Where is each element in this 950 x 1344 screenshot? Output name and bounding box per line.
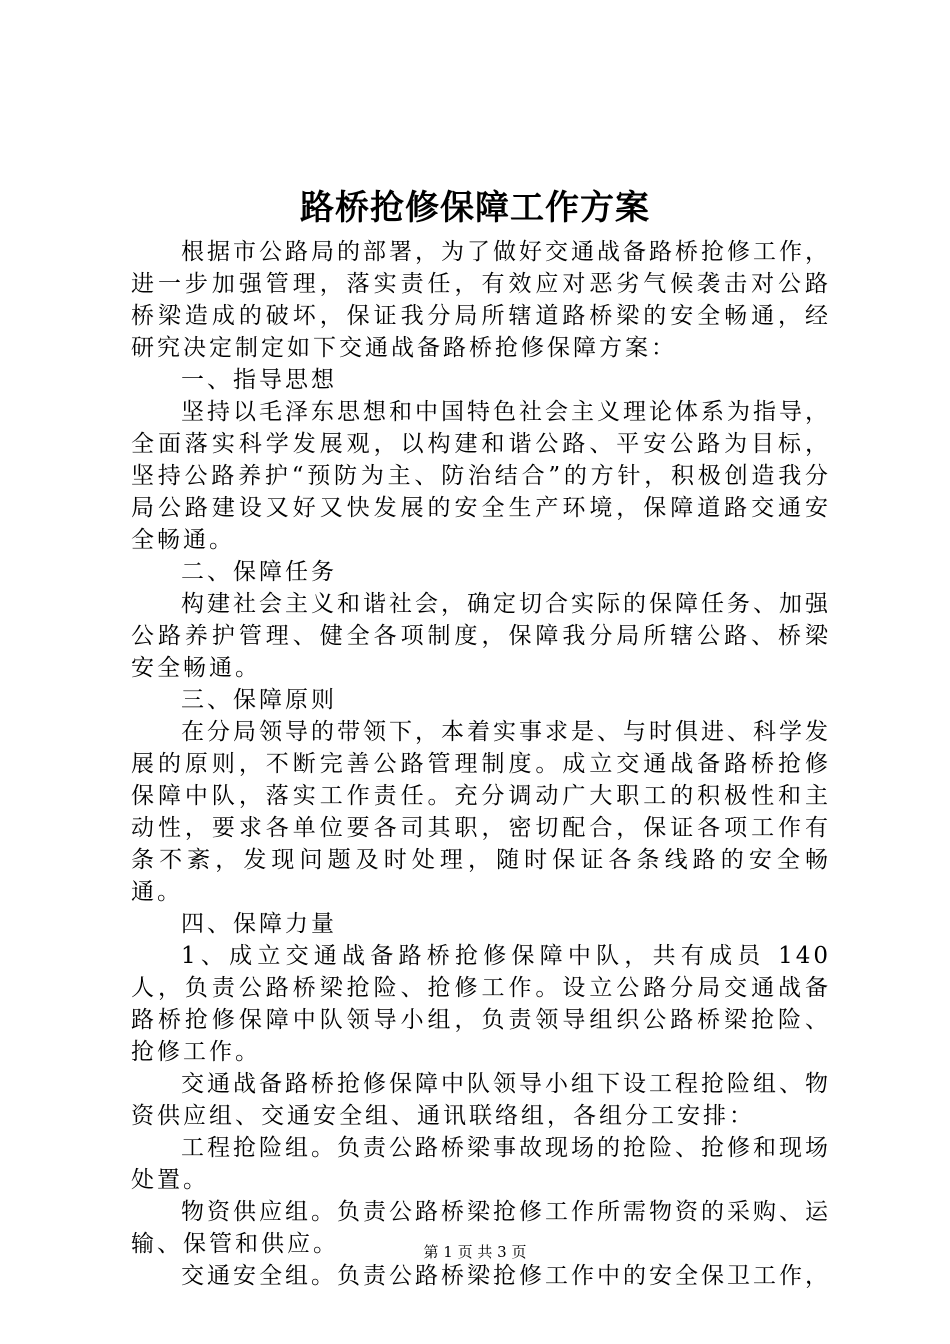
paragraph-engineering-group: 工程抢险组。负责公路桥梁事故现场的抢险、抢修和现场处置。 — [131, 1135, 831, 1193]
paragraph-forces-1: 1、成立交通战备路桥抢修保障中队，共有成员 140 人，负责公路桥梁抢险、抢修工作。设立公路分局交通战备路桥抢修保障中队领导小组，负责领导组织公路桥梁抢险、抢修工作。 — [131, 943, 831, 1065]
page-footer: 第 1 页 共 3 页 — [423, 1243, 527, 1261]
document-title: 路桥抢修保障工作方案 — [300, 188, 650, 228]
paragraph-supply-group: 物资供应组。负责公路桥梁抢修工作所需物资的采购、运输、保管和供应。 — [131, 1199, 831, 1257]
section-heading-tasks: 二、保障任务 — [181, 559, 337, 585]
paragraph-tasks: 构建社会主义和谐社会，确定切合实际的保障任务、加强公路养护管理、健全各项制度，保障我分局所辖公路、桥梁安全畅通。 — [131, 591, 831, 681]
paragraph-guiding-ideology: 坚持以毛泽东思想和中国特色社会主义理论体系为指导，全面落实科学发展观，以构建和谐公路、平安公路为目标，坚持公路养护“预防为主、防治结合”的方针，积极创造我分局公路建设又好又快发展的安全生产环境，保障道路交通安全畅通。 — [131, 399, 831, 553]
section-heading-forces: 四、保障力量 — [181, 911, 337, 937]
section-heading-principles: 三、保障原则 — [181, 687, 337, 713]
document-body — [131, 236, 831, 1292]
paragraph-safety-group: 交通安全组。负责公路桥梁抢修工作中的安全保卫工作， — [181, 1263, 831, 1289]
paragraph-principles: 在分局领导的带领下，本着实事求是、与时俱进、科学发展的原则，不断完善公路管理制度。成立交通战备路桥抢修保障中队，落实工作责任。充分调动广大职工的积极性和主动性，要求各单位要各司其职，密切配合，保证各项工作有条不紊，发现问题及时处理，随时保证各条线路的安全畅通。 — [131, 719, 831, 905]
paragraph-intro: 根据市公路局的部署，为了做好交通战备路桥抢修工作，进一步加强管理，落实责任，有效应对恶劣气候袭击对公路桥梁造成的破坏，保证我分局所辖道路桥梁的安全畅通，经研究决定制定如下交通战备路桥抢修保障方案： — [131, 239, 831, 361]
section-heading-guiding-ideology: 一、指导思想 — [181, 367, 337, 393]
paragraph-forces-groups: 交通战备路桥抢修保障中队领导小组下设工程抢险组、物资供应组、交通安全组、通讯联络组，各组分工安排： — [131, 1071, 831, 1129]
